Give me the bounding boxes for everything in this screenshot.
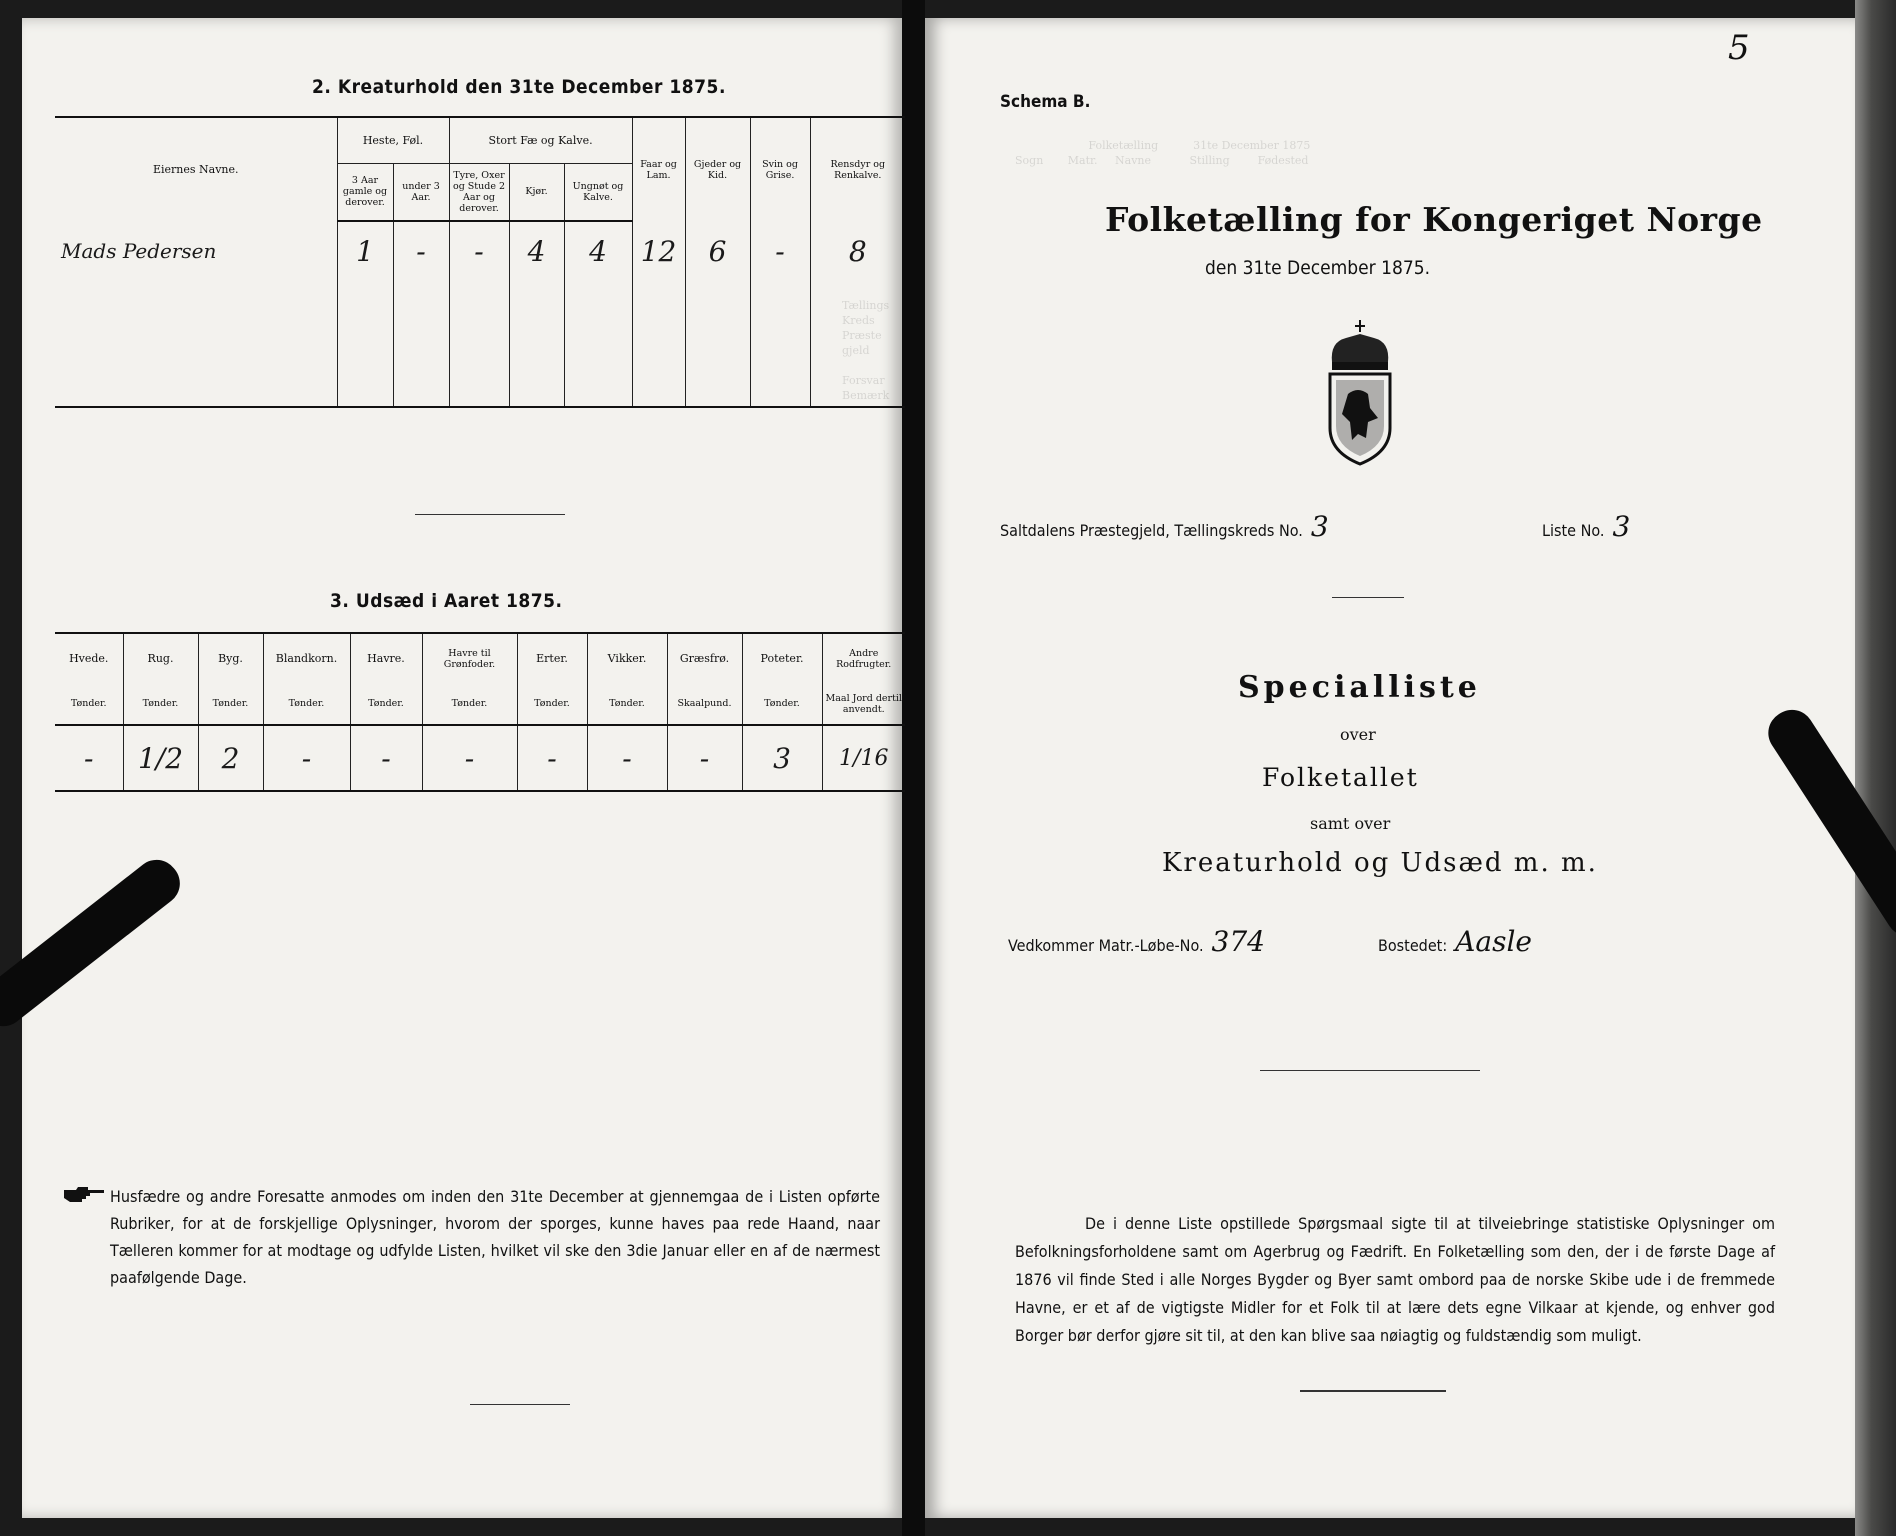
seed-units-row [55,683,905,725]
seed-unit: Skaalpund. [667,683,742,725]
seed-value-wheat: - [55,725,123,791]
goats-value: 6 [685,221,750,281]
horses-adult-value: 1 [337,221,393,281]
livestock-title: 2. Kreaturhold den 31te December 1875. [312,76,726,98]
seed-header-barley: Byg. [198,633,263,683]
seed-value-mixed: - [263,725,350,791]
page-number: 5 [1728,28,1750,68]
bosted-label: Bostedet: [1378,936,1448,955]
cattle-calves-header: Ungnøt og Kalve. [564,163,632,221]
pointing-hand-icon [62,1184,106,1204]
seed-unit: Tønder. [350,683,422,725]
goats-header: Gjeder og Kid. [685,117,750,221]
seed-unit: Tønder. [198,683,263,725]
seed-header-oats: Havre. [350,633,422,683]
seed-values-row [55,725,905,791]
empty-row [55,365,905,407]
livestock-row [55,221,905,281]
parish-label: Saltdalens Præstegjeld, Tællingskreds No. [1000,521,1303,540]
norwegian-coat-of-arms-icon [1320,318,1400,466]
seed-header-wheat: Hvede. [55,633,123,683]
folketallet-text: Folketallet [1262,763,1419,792]
seed-table [55,632,905,792]
seed-title: 3. Udsæd i Aaret 1875. [330,590,563,612]
seed-unit: Tønder. [587,683,667,725]
seed-header-potatoes: Poteter. [742,633,822,683]
bleed-through-text: Tællings Kreds Præste gjeld Forsvar Bemærk [842,299,890,402]
list-line [1542,510,1630,543]
reindeer-header: Rensdyr og Renkalve. [810,117,905,221]
seed-unit: Tønder. [263,683,350,725]
seed-unit: Tønder. [123,683,198,725]
census-title: Folketælling for Kongeriget Norge [1105,200,1763,239]
seed-unit: Tønder. [742,683,822,725]
matr-label: Vedkommer Matr.-Løbe-No. [1008,936,1204,955]
owner-header: Eiernes Navne. [55,117,337,221]
sheep-value: 12 [632,221,685,281]
seed-value-potatoes: 3 [742,725,822,791]
seed-unit: Tønder. [422,683,517,725]
pigs-value: - [750,221,810,281]
cattle-cows-header: Kjør. [509,163,564,221]
sheep-header: Faar og Lam. [632,117,685,221]
cattle-bulls-value: - [449,221,509,281]
seed-header-roots: Andre Rodfrugter. [822,633,905,683]
bleed-through-text-right: Folketælling 31te December 1875 Sogn Matr. Navne Stilling Fødested [1015,139,1311,167]
list-label: Liste No. [1542,521,1605,540]
over-text: over [1340,725,1376,744]
divider-rule [1332,597,1404,598]
seed-header-row [55,633,905,683]
horses-adult-header: 3 Aar gamle og derover. [337,163,393,221]
seed-value-oats: - [350,725,422,791]
cattle-header: Stort Fæ og Kalve. [449,117,632,163]
horses-young-value: - [393,221,449,281]
seed-unit: Maal Jord dertil anvendt. [822,683,905,725]
seed-unit: Tønder. [517,683,587,725]
bottom-rule [470,1404,570,1405]
empty-row [55,281,905,323]
cattle-cows-value: 4 [509,221,564,281]
explanatory-paragraph: De i denne Liste opstillede Spørgsmaal sigte til at tilveiebringe statistiske Oplysninger om Befolkningsforholdene samt om Agerbrug og Fædrift. En Folketælling som den, der i de første Dage af 1876 vil finde Sted i alle Norges Bygder og Byer samt ombord paa de norske Skibe ude i de fremmede Havne, er et af de vigtigste Midler for et Folk til at lære dets egne Vilkaar at kjende, og enhver god Borger bør derfor gjøre sit til, at den kan blive saa nøiagtig og fuldstændig som muligt. [1015,1214,1775,1345]
seed-header-vetch: Vikker. [587,633,667,683]
divider-rule [1260,1070,1480,1071]
census-date: den 31te December 1875. [1205,257,1431,279]
seed-header-grass: Græsfrø. [667,633,742,683]
list-number: 3 [1612,510,1631,543]
seed-value-grass: - [667,725,742,791]
matr-line [1008,925,1265,958]
pigs-header: Svin og Grise. [750,117,810,221]
seed-header-mixed: Blandkorn. [263,633,350,683]
bottom-rule [1300,1390,1446,1392]
matr-number: 374 [1211,925,1265,958]
seed-value-green-oats: - [422,725,517,791]
seed-header-rye: Rug. [123,633,198,683]
seed-unit: Tønder. [55,683,123,725]
owner-name: Mads Pedersen [55,221,337,281]
next-page-edge [1855,0,1896,1536]
seed-value-rye: 1/2 [123,725,198,791]
cattle-calves-value: 4 [564,221,632,281]
cattle-bulls-header: Tyre, Oxer og Stude 2 Aar og derover. [449,163,509,221]
seed-header-green-oats: Havre til Grønfoder. [422,633,517,683]
seed-header-peas: Erter. [517,633,587,683]
livestock-table [55,116,905,408]
specialliste-title: Specialliste [1238,670,1481,705]
divider-rule [415,514,565,515]
book-gutter [902,0,925,1536]
horses-young-header: under 3 Aar. [393,163,449,221]
samt-over-text: samt over [1310,814,1391,833]
horses-header: Heste, Føl. [337,117,449,163]
seed-value-barley: 2 [198,725,263,791]
parish-line [1000,510,1329,543]
reindeer-value: 8 [810,221,905,281]
notice-text: Husfædre og andre Foresatte anmodes om inden den 31te December at gjennemgaa de i Listen opførte Rubriker, for at de forskjellige Oplysninger, hvorom der sporges, kunne haves paa rede Haand, naar Tælleren kommer for at modtage og udfylde Listen, hvilket vil ske den 3die Januar eller en af de nærmest paafølgende Dage. [110,1187,880,1287]
district-number: 3 [1310,510,1329,543]
bosted-line [1378,925,1532,958]
seed-value-vetch: - [587,725,667,791]
schema-label: Schema B. [1000,92,1091,112]
kreaturhold-text: Kreaturhold og Udsæd m. m. [1162,848,1598,878]
bosted-value: Aasle [1455,925,1532,958]
empty-row [55,323,905,365]
seed-value-peas: - [517,725,587,791]
seed-value-roots: 1/16 [822,725,905,791]
